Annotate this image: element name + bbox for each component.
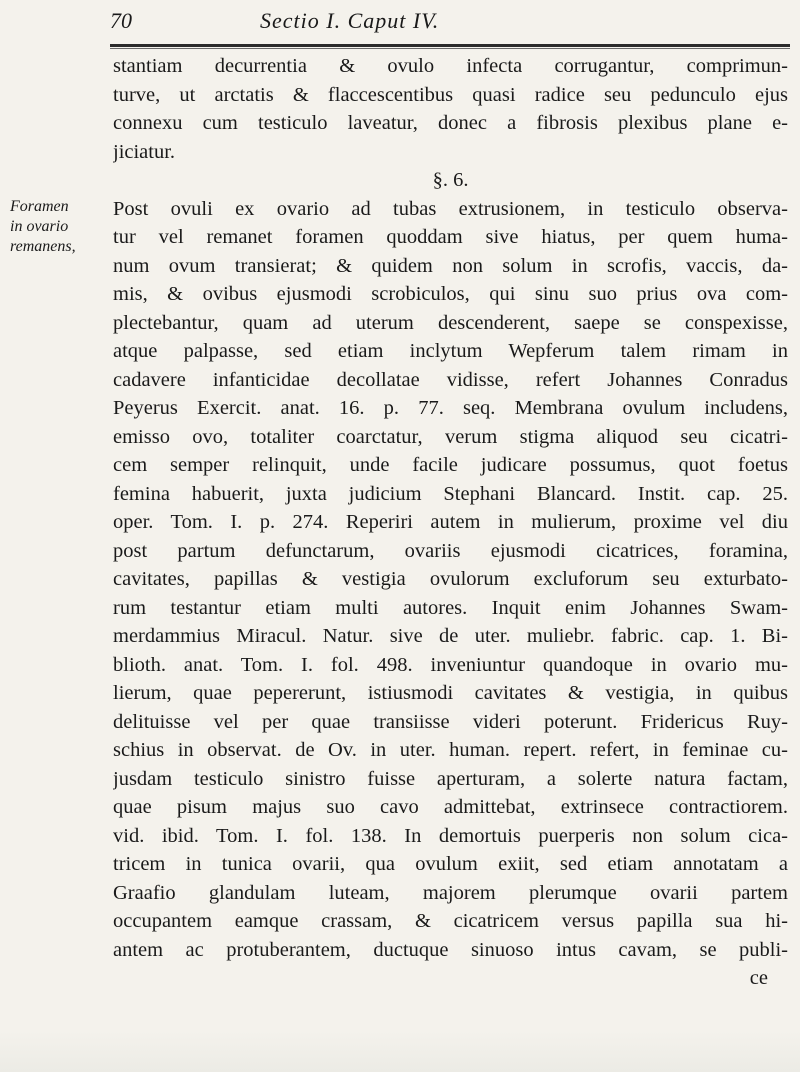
catchword: ce (749, 967, 768, 989)
paragraph-number: §. 6. (432, 169, 469, 191)
text-line: Peyerus Exercit. anat. 16. p. 77. seq. Membrana ovulum includens, (113, 397, 788, 419)
text-line: blioth. anat. Tom. I. fol. 498. inveniuntur quandoque in ovario mu- (113, 653, 788, 676)
header-rule-thin (110, 48, 790, 49)
text-line: cadavere infanticidae decollatae vidisse, refert Johannes Conradus (113, 368, 788, 391)
text-line: quae pisum majus suo cavo admittebat, extrinsece contractiorem. (113, 796, 788, 818)
text-line: Post ovuli ex ovario ad tubas extrusionem, in testiculo observa- (113, 197, 788, 220)
text-line: plectebantur, quam ad uterum descenderent, saepe se conspexisse, (113, 311, 788, 334)
margin-note: in ovario (10, 218, 69, 235)
text-line: cem semper relinquit, unde facile judicare possumus, quot foetus (113, 454, 788, 476)
margin-note: Foramen (10, 198, 69, 215)
text-line: jusdam testiculo sinistro fuisse aperturam, a solerte natura factam, (113, 767, 788, 790)
text-line: connexu cum testiculo laveatur, donec a fibrosis plexibus plane e- (113, 112, 788, 134)
text-line: jiciatur. (113, 140, 176, 163)
text-line: schius in observat. de Ov. in uter. human. repert. refert, in feminae cu- (113, 739, 788, 761)
text-line: mis, & ovibus ejusmodi scrobiculos, qui sinu suo prius ova com- (113, 283, 788, 305)
text-line: merdammius Miracul. Natur. sive de uter. muliebr. fabric. cap. 1. Bi- (113, 625, 788, 647)
page-number: 70 (110, 8, 132, 33)
text-line: oper. Tom. I. p. 274. Reperiri autem in mulierum, proxime vel diu (113, 511, 788, 533)
text-line: femina habuerit, juxta judicium Stephani Blancard. Instit. cap. 25. (113, 482, 788, 505)
text-line: emisso ovo, totaliter coarctatur, verum stigma aliquod seu cicatri- (113, 425, 788, 448)
text-line: stantiam decurrentia & ovulo infecta corrugantur, comprimun- (113, 55, 788, 77)
text-line: occupantem eamque crassam, & cicatricem versus papilla sua hi- (113, 910, 788, 932)
margin-note: remanens, (10, 238, 76, 255)
text-line: post partum defunctarum, ovariis ejusmodi cicatrices, foramina, (113, 539, 788, 562)
text-line: atque palpasse, sed etiam inclytum Wepferum talem rimam in (113, 340, 788, 362)
section-title: Sectio I. Caput IV. (260, 8, 440, 33)
text-line: antem ac protuberantem, ductuque sinuoso intus cavam, se publi- (113, 938, 788, 961)
running-head (110, 6, 790, 36)
text-line: vid. ibid. Tom. I. fol. 138. In demortuis puerperis non solum cica- (113, 824, 788, 847)
body-text (113, 52, 788, 993)
text-line: tur vel remanet foramen quoddam sive hiatus, per quem huma- (113, 226, 788, 248)
page-bottom-margin (0, 1030, 800, 1072)
text-line: turve, ut arctatis & flaccescentibus quasi radice seu pedunculo ejus (113, 83, 788, 106)
text-line: num ovum transierat; & quidem non solum in scrofis, vaccis, da- (113, 254, 788, 277)
text-line: delituisse vel per quae transiisse videri poterunt. Fridericus Ruy- (113, 710, 788, 733)
text-line: tricem in tunica ovarii, qua ovulum exiit, sed etiam annotatam a (113, 853, 788, 875)
text-line: cavitates, papillas & vestigia ovulorum excluforum seu exturbato- (113, 568, 788, 590)
text-line: lierum, quae pepererunt, istiusmodi cavitates & vestigia, in quibus (113, 682, 788, 704)
header-rule (110, 44, 790, 47)
text-line: Graafio glandulam luteam, majorem plerumque ovarii partem (113, 881, 788, 904)
text-line: rum testantur etiam multi autores. Inquit enim Johannes Swam- (113, 596, 788, 619)
